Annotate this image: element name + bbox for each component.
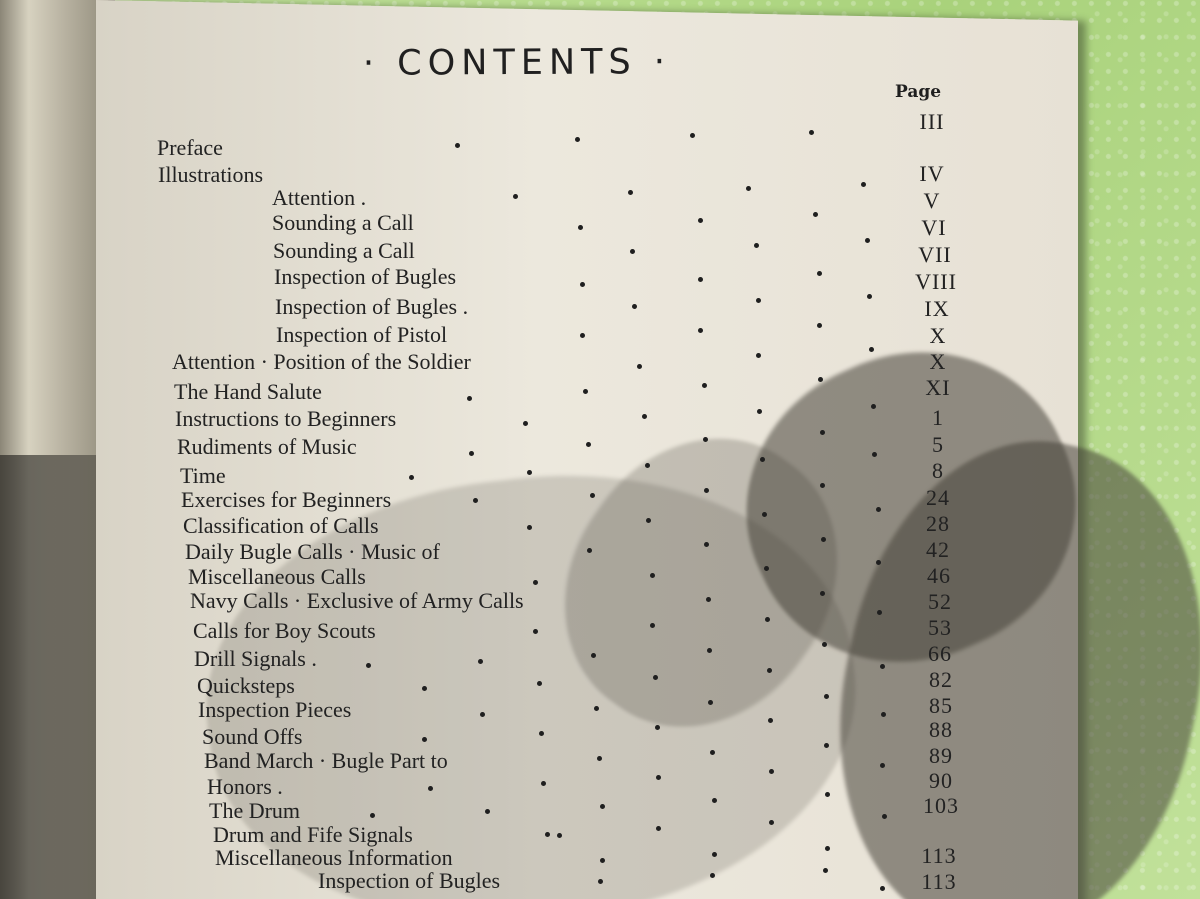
- leader-dot: [712, 798, 717, 803]
- page-number: 113: [921, 843, 957, 868]
- contents-entry: Sound Offs: [202, 724, 303, 749]
- leader-dot: [767, 668, 772, 673]
- contents-entry: Drum and Fife Signals: [213, 822, 413, 847]
- leader-dot: [769, 769, 774, 774]
- page-number: 8: [932, 458, 944, 483]
- leader-dot: [818, 377, 823, 382]
- contents-entry: Navy Calls · Exclusive of Army Calls: [190, 588, 524, 613]
- page-number: X: [929, 323, 947, 348]
- leader-dot: [876, 560, 881, 565]
- page-number: IV: [919, 161, 945, 186]
- leader-dot: [704, 488, 709, 493]
- leader-dot: [765, 617, 770, 622]
- leader-dot: [869, 347, 874, 352]
- contents-entry: Quicksteps: [197, 673, 295, 698]
- leader-dot: [597, 756, 602, 761]
- contents-entry: Sounding a Call: [273, 238, 415, 263]
- page-number: 46: [927, 563, 951, 588]
- leader-dot: [485, 809, 490, 814]
- leader-dot: [533, 629, 538, 634]
- leader-dot: [469, 451, 474, 456]
- page-number: 42: [926, 537, 950, 562]
- leader-dot: [703, 437, 708, 442]
- leader-dot: [710, 873, 715, 878]
- contents-entry: Sounding a Call: [272, 210, 414, 235]
- page-column-label: Page: [895, 82, 942, 102]
- page-number: III: [919, 109, 945, 134]
- leader-dot: [867, 294, 872, 299]
- page-number: IX: [924, 296, 950, 321]
- page-number: 85: [929, 693, 953, 718]
- leader-dot: [756, 353, 761, 358]
- leader-dot: [877, 610, 882, 615]
- leader-dot: [580, 333, 585, 338]
- contents-entry: Miscellaneous Calls: [188, 564, 366, 589]
- contents-entry: The Hand Salute: [174, 379, 322, 404]
- leader-dot: [645, 463, 650, 468]
- leader-dot: [600, 858, 605, 863]
- leader-dot: [813, 212, 818, 217]
- leader-dot: [708, 700, 713, 705]
- leader-dot: [366, 663, 371, 668]
- leader-dot: [764, 566, 769, 571]
- contents-entry: Drill Signals .: [194, 646, 317, 671]
- contents-entry: Miscellaneous Information: [215, 845, 453, 870]
- leader-dot: [690, 133, 695, 138]
- page-number: 82: [929, 667, 953, 692]
- page-number: V: [923, 188, 941, 213]
- leader-dot: [706, 597, 711, 602]
- leader-dot: [598, 879, 603, 884]
- leader-dot: [594, 706, 599, 711]
- leader-dot: [809, 130, 814, 135]
- leader-dot: [513, 194, 518, 199]
- leader-dot: [825, 846, 830, 851]
- leader-dot: [820, 430, 825, 435]
- leader-dot: [653, 675, 658, 680]
- leader-dot: [628, 190, 633, 195]
- leader-dot: [575, 137, 580, 142]
- leader-dot: [557, 833, 562, 838]
- leader-dot: [578, 225, 583, 230]
- leader-dot: [478, 659, 483, 664]
- leader-dot: [698, 277, 703, 282]
- leader-dot: [480, 712, 485, 717]
- leader-dot: [757, 409, 762, 414]
- contents-entry: Attention .: [272, 185, 367, 210]
- contents-entry: Honors .: [207, 774, 283, 799]
- leader-dot: [646, 518, 651, 523]
- leader-dot: [580, 282, 585, 287]
- page-number: 88: [929, 717, 953, 742]
- leader-dot: [527, 470, 532, 475]
- leader-dot: [698, 328, 703, 333]
- leader-dot: [533, 580, 538, 585]
- leader-dot: [754, 243, 759, 248]
- leader-dot: [537, 681, 542, 686]
- leader-dot: [882, 814, 887, 819]
- leader-dot: [650, 623, 655, 628]
- contents-entry: Inspection of Pistol: [276, 322, 448, 347]
- contents-entry: Classification of Calls: [183, 513, 379, 538]
- page-number: 66: [928, 641, 952, 666]
- page-number: 52: [928, 589, 952, 614]
- leader-dot: [865, 238, 870, 243]
- page-number: XI: [925, 375, 951, 400]
- page-number: 89: [929, 743, 953, 768]
- leader-dot: [527, 525, 532, 530]
- leader-dot: [880, 886, 885, 891]
- page-number: 90: [929, 768, 953, 793]
- leader-dot: [455, 143, 460, 148]
- leader-dot: [591, 653, 596, 658]
- leader-dot: [539, 731, 544, 736]
- leader-dot: [821, 537, 826, 542]
- leader-dot: [881, 712, 886, 717]
- contents-entry: The Drum: [209, 798, 301, 823]
- leader-dot: [768, 718, 773, 723]
- leader-dot: [655, 725, 660, 730]
- page-number: 28: [926, 511, 950, 536]
- leader-dot: [656, 826, 661, 831]
- leader-dot: [880, 664, 885, 669]
- leader-dot: [590, 493, 595, 498]
- page-number: VII: [918, 242, 952, 267]
- leader-dot: [587, 548, 592, 553]
- leader-dot: [698, 218, 703, 223]
- leader-dot: [422, 737, 427, 742]
- leader-dot: [702, 383, 707, 388]
- contents-title: · CONTENTS ·: [362, 42, 672, 84]
- leader-dot: [523, 421, 528, 426]
- leader-dot: [632, 304, 637, 309]
- contents-entry: Band March · Bugle Part to: [204, 748, 448, 773]
- page-number: VIII: [915, 269, 957, 294]
- leader-dot: [820, 483, 825, 488]
- contents-entry: Inspection of Bugles: [318, 868, 501, 893]
- leader-dot: [825, 792, 830, 797]
- contents-entry: Inspection of Bugles: [274, 264, 457, 289]
- leader-dot: [586, 442, 591, 447]
- contents-entry: Time: [180, 463, 226, 488]
- leader-dot: [642, 414, 647, 419]
- leader-dot: [704, 542, 709, 547]
- page-number: 53: [928, 615, 952, 640]
- leader-dot: [710, 750, 715, 755]
- contents-entry: Preface: [157, 135, 223, 160]
- leader-dot: [428, 786, 433, 791]
- contents-entry: Attention · Position of the Soldier: [172, 349, 471, 374]
- page-number: 1: [932, 405, 944, 430]
- contents-entry: Exercises for Beginners: [181, 487, 392, 512]
- leader-dot: [746, 186, 751, 191]
- contents-entry: Illustrations: [158, 162, 264, 187]
- leader-dot: [822, 642, 827, 647]
- page-number: 24: [926, 485, 950, 510]
- contents-entry: Rudiments of Music: [177, 434, 357, 459]
- leader-dot: [769, 820, 774, 825]
- leader-dot: [876, 507, 881, 512]
- leader-dot: [824, 694, 829, 699]
- contents-entry: Instructions to Beginners: [175, 406, 397, 431]
- leader-dot: [630, 249, 635, 254]
- leader-dot: [823, 868, 828, 873]
- leader-dot: [817, 271, 822, 276]
- page-number: VI: [921, 215, 947, 240]
- leader-dot: [871, 404, 876, 409]
- leader-dot: [600, 804, 605, 809]
- leader-dot: [817, 323, 822, 328]
- leader-dot: [762, 512, 767, 517]
- contents-entry: Calls for Boy Scouts: [193, 618, 376, 643]
- leader-dot: [370, 813, 375, 818]
- leader-dot: [820, 591, 825, 596]
- leader-dot: [656, 775, 661, 780]
- leader-dot: [583, 389, 588, 394]
- leader-dot: [650, 573, 655, 578]
- leader-dot: [760, 457, 765, 462]
- leader-dot: [824, 743, 829, 748]
- leader-dot: [541, 781, 546, 786]
- leader-dot: [473, 498, 478, 503]
- leader-dot: [861, 182, 866, 187]
- leader-dot: [545, 832, 550, 837]
- leader-dot: [422, 686, 427, 691]
- leader-dot: [880, 763, 885, 768]
- leader-dot: [637, 364, 642, 369]
- page-number: 5: [932, 432, 944, 457]
- leader-dot: [756, 298, 761, 303]
- leader-dot: [409, 475, 414, 480]
- page-number: X: [929, 349, 947, 374]
- contents-entry: Inspection Pieces: [198, 697, 352, 722]
- leader-dot: [707, 648, 712, 653]
- contents-entry: Daily Bugle Calls · Music of: [185, 539, 440, 564]
- contents-entry: Inspection of Bugles .: [275, 294, 469, 319]
- page-number: 113: [921, 869, 957, 894]
- leader-dot: [712, 852, 717, 857]
- page-number: 103: [923, 793, 959, 818]
- leader-dot: [467, 396, 472, 401]
- leader-dot: [872, 452, 877, 457]
